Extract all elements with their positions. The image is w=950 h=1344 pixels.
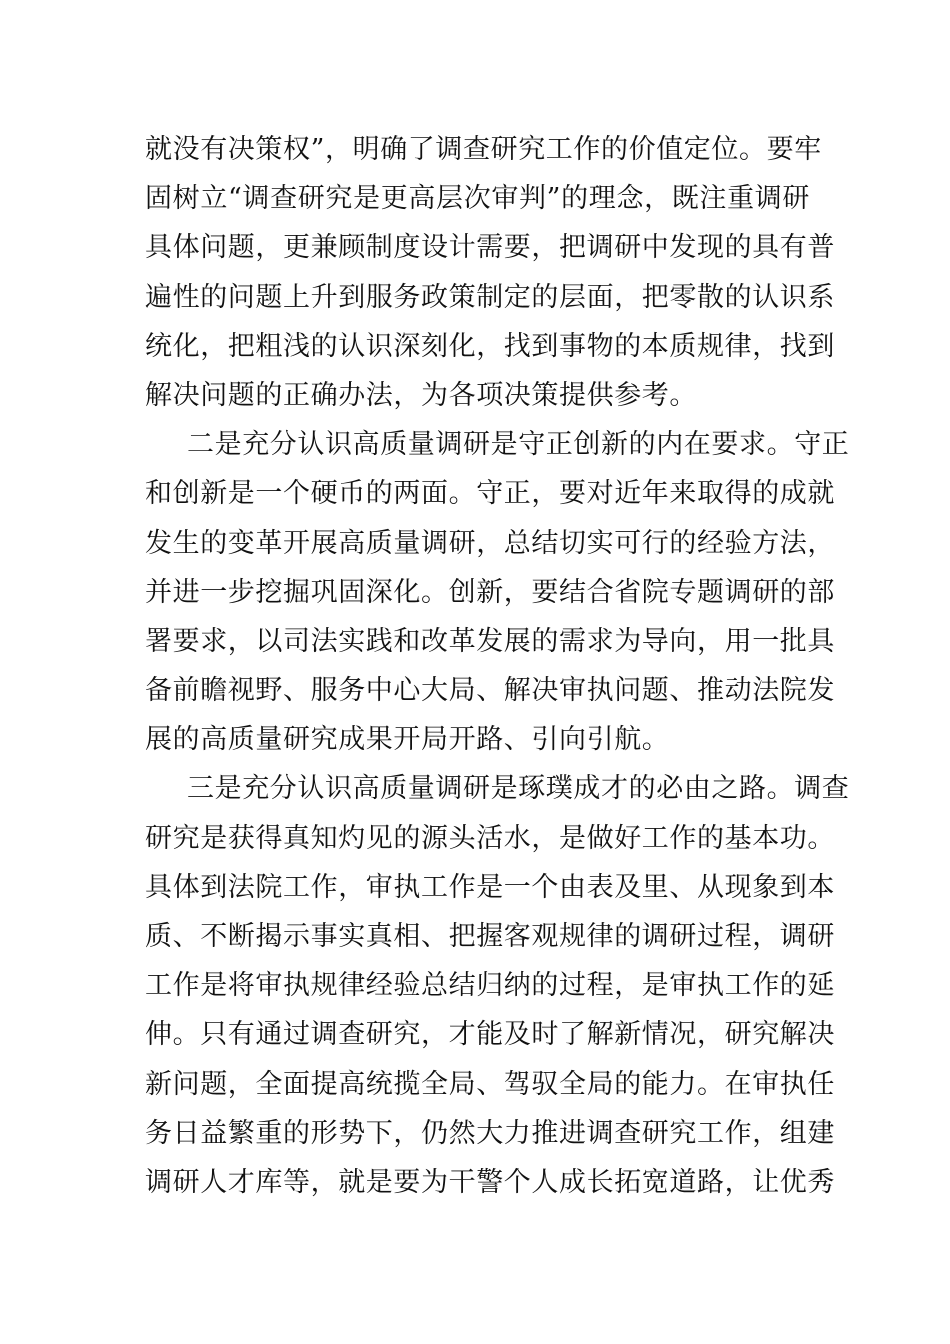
- body-text: [145, 125, 850, 1207]
- text-line: 展的高质量研究成果开局开路、引向引航。: [145, 724, 670, 756]
- text-line: 具体到法院工作，审执工作是一个由表及里、从现象到本: [145, 871, 835, 903]
- text-line: 固树立“调查研究是更高层次审判”的理念，既注重调研: [145, 183, 810, 215]
- text-line: 发生的变革开展高质量调研，总结切实可行的经验方法，: [145, 527, 835, 559]
- text-line: 调研人才库等，就是要为干警个人成长拓宽道路，让优秀: [145, 1166, 835, 1198]
- text-line: 并进一步挖掘巩固深化。创新，要结合省院专题调研的部: [145, 576, 835, 608]
- text-line: 遍性的问题上升到服务政策制定的层面，把零散的认识系: [145, 281, 835, 313]
- text-line: 质、不断揭示事实真相、把握客观规律的调研过程，调研: [145, 921, 835, 952]
- paragraph-start-line: 二是充分认识高质量调研是守正创新的内在要求。守正: [187, 429, 850, 461]
- text-line: 伸。只有通过调查研究，才能及时了解新情况，研究解决: [145, 1019, 835, 1051]
- text-line: 新问题，全面提高统揽全局、驾驭全局的能力。在审执任: [145, 1068, 835, 1100]
- text-line: 统化，把粗浅的认识深刻化，找到事物的本质规律，找到: [145, 330, 835, 362]
- text-line: 备前瞻视野、服务中心大局、解决审执问题、推动法院发: [145, 675, 835, 707]
- text-line: 和创新是一个硬币的两面。守正，要对近年来取得的成就: [145, 478, 835, 510]
- text-line: 署要求，以司法实践和改革发展的需求为导向，用一批具: [145, 625, 835, 657]
- text-line: 研究是获得真知灼见的源头活水，是做好工作的基本功。: [145, 822, 835, 854]
- text-line: 就没有决策权”，明确了调查研究工作的价值定位。要牢: [145, 134, 822, 165]
- text-line: 务日益繁重的形势下，仍然大力推进调查研究工作，组建: [145, 1117, 835, 1149]
- text-line: 解决问题的正确办法，为各项决策提供参考。: [145, 379, 697, 411]
- paragraph-start-line: 三是充分认识高质量调研是琢璞成才的必由之路。调查: [187, 773, 850, 805]
- text-line: 具体问题，更兼顾制度设计需要，把调研中发现的具有普: [145, 232, 835, 264]
- text-line: 工作是将审执规律经验总结归纳的过程，是审执工作的延: [145, 970, 835, 1002]
